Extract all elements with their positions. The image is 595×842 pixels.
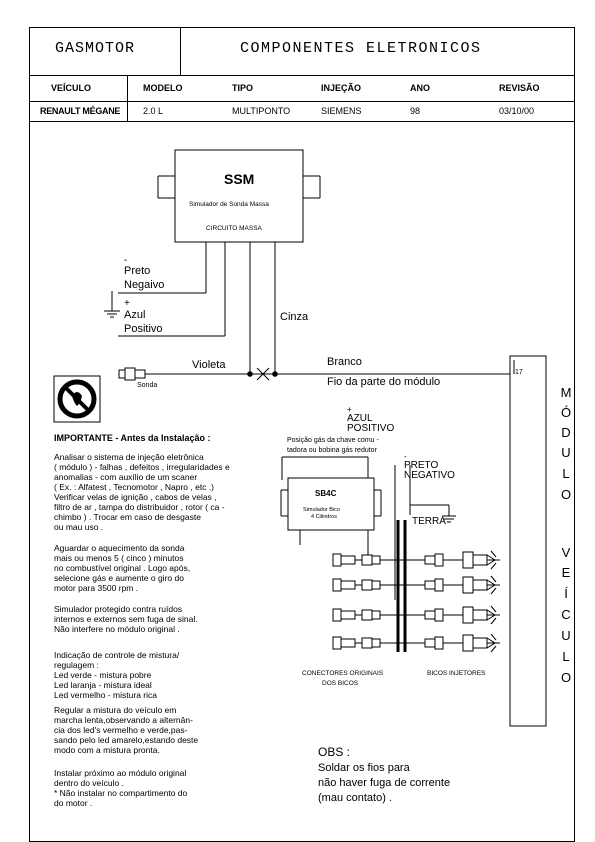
injector-spray	[491, 618, 496, 624]
branco-label: Branco	[327, 356, 362, 368]
injector-body	[463, 607, 473, 623]
injector-body	[463, 552, 473, 568]
ssm-subtitle: Simulador de Sonda Massa	[189, 201, 269, 208]
connector-plug	[333, 637, 341, 649]
junction-branco	[272, 371, 278, 377]
connector-plug	[435, 554, 443, 566]
text-line: Não interfere no módulo original .	[54, 624, 180, 634]
azul-sub-label: Positivo	[124, 323, 163, 335]
connector-plug	[425, 611, 435, 619]
module-letter: U	[561, 628, 571, 643]
module-letter: U	[561, 445, 571, 460]
injector-spray	[491, 588, 496, 594]
module-letter: V	[561, 545, 571, 560]
note-paragraph-2	[54, 543, 190, 593]
module-letter: Ó	[560, 405, 572, 420]
text-line: Verificar velas de ignição , cabos de velas ,	[54, 492, 217, 502]
sonda-sensor	[119, 368, 150, 380]
connector-plug	[372, 611, 380, 619]
cell-revisao: 03/10/00	[499, 106, 535, 116]
sb4c-azul-sign: +	[347, 405, 352, 414]
cell-ano: 98	[410, 106, 421, 116]
injector-body	[473, 555, 487, 565]
text-line: selecione gás e aumente o giro do	[54, 573, 184, 583]
text-line: Led verde - mistura pobre	[54, 670, 152, 680]
connector-plug	[341, 556, 355, 564]
connector-plug	[425, 581, 435, 589]
text-line: anomalias - com auxílio de um scaner	[54, 472, 198, 482]
connector-plug	[333, 579, 341, 591]
ssm-circuit-label: CIRCUITO MASSA	[206, 225, 262, 232]
important-heading: IMPORTANTE - Antes da Instalação :	[54, 433, 211, 443]
module-letter: C	[561, 607, 571, 622]
terra-label: TERRA	[412, 516, 446, 527]
text-line: Instalar próximo ao módulo original	[54, 768, 187, 778]
module-letter: L	[562, 466, 570, 481]
col-header-revisao: REVISÃO	[499, 83, 540, 93]
col-header-modelo: MODELO	[143, 83, 183, 93]
text-line: (mau contato) .	[318, 792, 392, 804]
pin-label: 17	[515, 369, 523, 376]
text-line: Soldar os fios para	[318, 762, 410, 774]
text-line: ou mau uso .	[54, 522, 104, 532]
text-line: Regular a mistura do veículo em	[54, 705, 177, 715]
connector-plug	[362, 638, 372, 648]
violeta-label: Violeta	[192, 359, 226, 371]
posicao-line-2: tadora ou bobina gás redutor	[287, 447, 377, 454]
azul-label: Azul	[124, 309, 146, 321]
connector-plug	[341, 581, 355, 589]
cell-injecao: SIEMENS	[321, 106, 362, 116]
vehicle-module	[510, 356, 546, 726]
text-line: chimbo ) . Trocar em caso de desgaste	[54, 512, 201, 522]
connector-plug	[333, 554, 341, 566]
text-line: dentro do veículo .	[54, 778, 124, 788]
note-paragraph-6	[54, 768, 187, 808]
module-letter: M	[560, 385, 572, 400]
ssm-title: SSM	[224, 171, 255, 187]
text-line: mais ou menos 5 ( cinco ) minutos	[54, 553, 184, 563]
connector-plug	[372, 581, 380, 589]
ssm-wires	[104, 242, 510, 374]
injector-spray	[491, 606, 496, 612]
sonda-label: Sonda	[137, 382, 158, 389]
cell-tipo: MULTIPONTO	[232, 106, 291, 116]
module-letter: L	[562, 649, 570, 664]
text-line: não haver fuga de corrente	[318, 777, 451, 789]
obs-text	[318, 761, 450, 806]
connector-plug	[372, 556, 380, 564]
text-line: modo com a mistura pronta.	[54, 745, 160, 755]
sb4c-title: SB4C	[315, 489, 337, 498]
fio-modulo-label: Fio da parte do módulo	[327, 376, 441, 388]
cell-veiculo: RENAULT MÉGANE	[40, 106, 121, 116]
note-paragraph-5	[54, 705, 198, 755]
note-paragraph-3	[54, 604, 198, 634]
preto-sign: -	[124, 255, 128, 266]
connector-plug	[435, 609, 443, 621]
connector-plug	[425, 639, 435, 647]
sb4c-azul-sub: POSITIVO	[347, 423, 395, 434]
text-line: ( Ex. : Alfatest , Tecnomotor , Napro , etc .)	[54, 482, 214, 492]
sb4c-preto-label: PRETO	[404, 460, 439, 471]
text-line: Led vermelho - mistura rica	[54, 690, 157, 700]
text-line: cia dos led's vermelho e verde,pas-	[54, 725, 188, 735]
connector-plug	[341, 611, 355, 619]
brand-title: GASMOTOR	[55, 40, 136, 57]
preto-label: Preto	[124, 265, 151, 277]
azul-sign: +	[124, 298, 130, 309]
injector-body	[463, 635, 473, 651]
note-paragraph-4	[54, 650, 179, 700]
conectores-label-1: CONECTORES ORIGINAIS	[302, 670, 384, 677]
text-line: Simulador protegido contra ruídos	[54, 604, 183, 614]
injector-spray	[491, 576, 496, 582]
text-line: Indicação de controle de mistura/	[54, 650, 180, 660]
injector-bus	[398, 520, 405, 652]
connector-plug	[333, 609, 341, 621]
injector-body	[473, 580, 487, 590]
obs-title: OBS :	[318, 745, 351, 759]
text-line: sando pelo led amarelo,estando deste	[54, 735, 199, 745]
col-header-injecao: INJEÇÃO	[321, 83, 362, 93]
preto-sub-label: Negaivo	[124, 279, 165, 291]
text-line: no combustível original . Logo após,	[54, 563, 191, 573]
col-header-veiculo: VEÍCULO	[51, 83, 92, 93]
text-line: motor para 3500 rpm .	[54, 583, 139, 593]
note-paragraph-1	[54, 452, 230, 532]
injector-body	[463, 577, 473, 593]
sb4c-module	[281, 478, 381, 530]
text-line: Led laranja - mistura ideal	[54, 680, 152, 690]
injector-body	[473, 610, 487, 620]
connector-plug	[341, 639, 355, 647]
module-letter: D	[561, 425, 571, 440]
posicao-line-1: Posição gás da chave comu -	[287, 437, 379, 444]
connector-plug	[425, 556, 435, 564]
text-line: marcha lenta,observando a alternân-	[54, 715, 193, 725]
text-line: do motor .	[54, 798, 93, 808]
module-letter: Í	[564, 586, 568, 601]
connector-plug	[435, 637, 443, 649]
connector-plug	[372, 639, 380, 647]
connector-plug	[362, 610, 372, 620]
injector-spray	[491, 646, 496, 652]
sb4c-preto-sub: NEGATIVO	[404, 470, 455, 481]
text-line: filtro de ar , tampa do distribuidor , rotor ( ca -	[54, 502, 225, 512]
injector-spray	[491, 563, 496, 569]
bicos-label: BICOS INJETORES	[427, 670, 486, 677]
injector-spray	[491, 634, 496, 640]
sb4c-subtitle-2: 4 Cilindros	[311, 514, 337, 520]
connector-plug	[435, 579, 443, 591]
sb4c-subtitle-1: Simulador Bico	[303, 507, 340, 513]
text-line: internos e externos sem fuga de sinal.	[54, 614, 198, 624]
module-letter: O	[560, 487, 572, 502]
prohibited-icon	[54, 376, 100, 422]
sb4c-preto-sign: -	[404, 452, 407, 461]
text-line: Analisar o sistema de injeção eletrônica	[54, 452, 204, 462]
connector-plug	[362, 555, 372, 565]
text-line: Aguardar o aquecimento da sonda	[54, 543, 185, 553]
text-line: regulagem :	[54, 660, 99, 670]
module-letter: E	[561, 565, 571, 580]
col-header-ano: ANO	[410, 83, 430, 93]
sb4c-azul-label: AZUL	[347, 413, 373, 424]
connector-plug	[362, 580, 372, 590]
page-title: COMPONENTES ELETRONICOS	[240, 40, 482, 57]
injector-body	[473, 638, 487, 648]
module-letter: O	[560, 670, 572, 685]
cell-modelo: 2.0 L	[143, 106, 164, 116]
cinza-label: Cinza	[280, 311, 309, 323]
col-header-tipo: TIPO	[232, 83, 254, 93]
text-line: * Não instalar no compartimento do	[54, 788, 188, 798]
injector-spray	[491, 551, 496, 557]
junction-violeta	[247, 371, 253, 377]
text-line: ( módulo ) - falhas , defeitos , irregularidades e	[54, 462, 230, 472]
conectores-label-2: DOS BICOS	[322, 680, 359, 687]
connector-rows	[333, 551, 500, 652]
